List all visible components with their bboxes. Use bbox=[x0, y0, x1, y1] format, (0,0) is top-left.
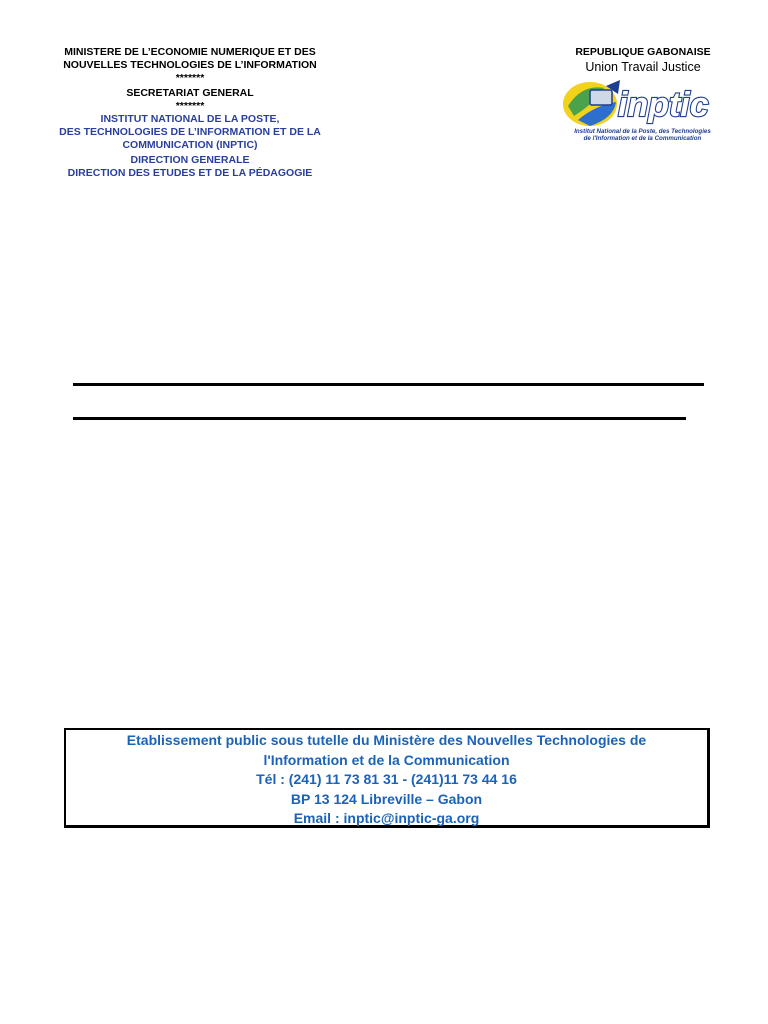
contact-box bbox=[64, 728, 710, 828]
inptic-logo-graphic bbox=[560, 76, 725, 128]
institute-line-2: DES TECHNOLOGIES DE L’INFORMATION ET DE LA bbox=[59, 126, 321, 138]
institute-line-3: COMMUNICATION (INPTIC) bbox=[122, 139, 258, 151]
direction-generale: DIRECTION GENERALE bbox=[130, 154, 250, 166]
ministry-header bbox=[40, 46, 340, 180]
logo-caption-line-1: Institut National de la Poste, des Technologies bbox=[574, 128, 711, 135]
footer-email: Email : inptic@inptic-ga.org bbox=[293, 810, 480, 826]
republic-title: REPUBLIQUE GABONAISE bbox=[575, 46, 711, 58]
logo-caption bbox=[560, 128, 725, 142]
footer-line-2: l'Information et de la Communication bbox=[263, 751, 510, 768]
logo-monitor bbox=[590, 90, 612, 105]
logo-wordmark: inptic bbox=[618, 86, 709, 124]
institute-line-1: INSTITUT NATIONAL DE LA POSTE, bbox=[100, 113, 280, 125]
direction-etudes: DIRECTION DES ETUDES ET DE LA PÉDAGOGIE bbox=[67, 167, 313, 179]
inptic-logo bbox=[560, 76, 725, 146]
republic-motto: Union Travail Justice bbox=[585, 60, 701, 74]
footer-line-1: Etablissement public sous tutelle du Ministère des Nouvelles Technologies de bbox=[126, 732, 647, 748]
separator-2: ******* bbox=[175, 100, 205, 112]
republic-header bbox=[548, 46, 738, 75]
logo-caption-line-2: de l'Information et de la Communication bbox=[583, 135, 702, 142]
horizontal-rule-top bbox=[73, 383, 704, 386]
horizontal-rule-bottom bbox=[73, 417, 686, 420]
secretariat-label: SECRETARIAT GENERAL bbox=[126, 87, 254, 99]
footer-phone: Tél : (241) 11 73 81 31 - (241)11 73 44 16 bbox=[256, 771, 517, 787]
separator-1: ******* bbox=[175, 72, 205, 84]
footer-address: BP 13 124 Libreville – Gabon bbox=[290, 790, 483, 807]
ministry-line-1: MINISTERE DE L’ECONOMIE NUMERIQUE ET DES bbox=[64, 46, 316, 58]
ministry-line-2: NOUVELLES TECHNOLOGIES DE L’INFORMATION bbox=[63, 59, 317, 71]
